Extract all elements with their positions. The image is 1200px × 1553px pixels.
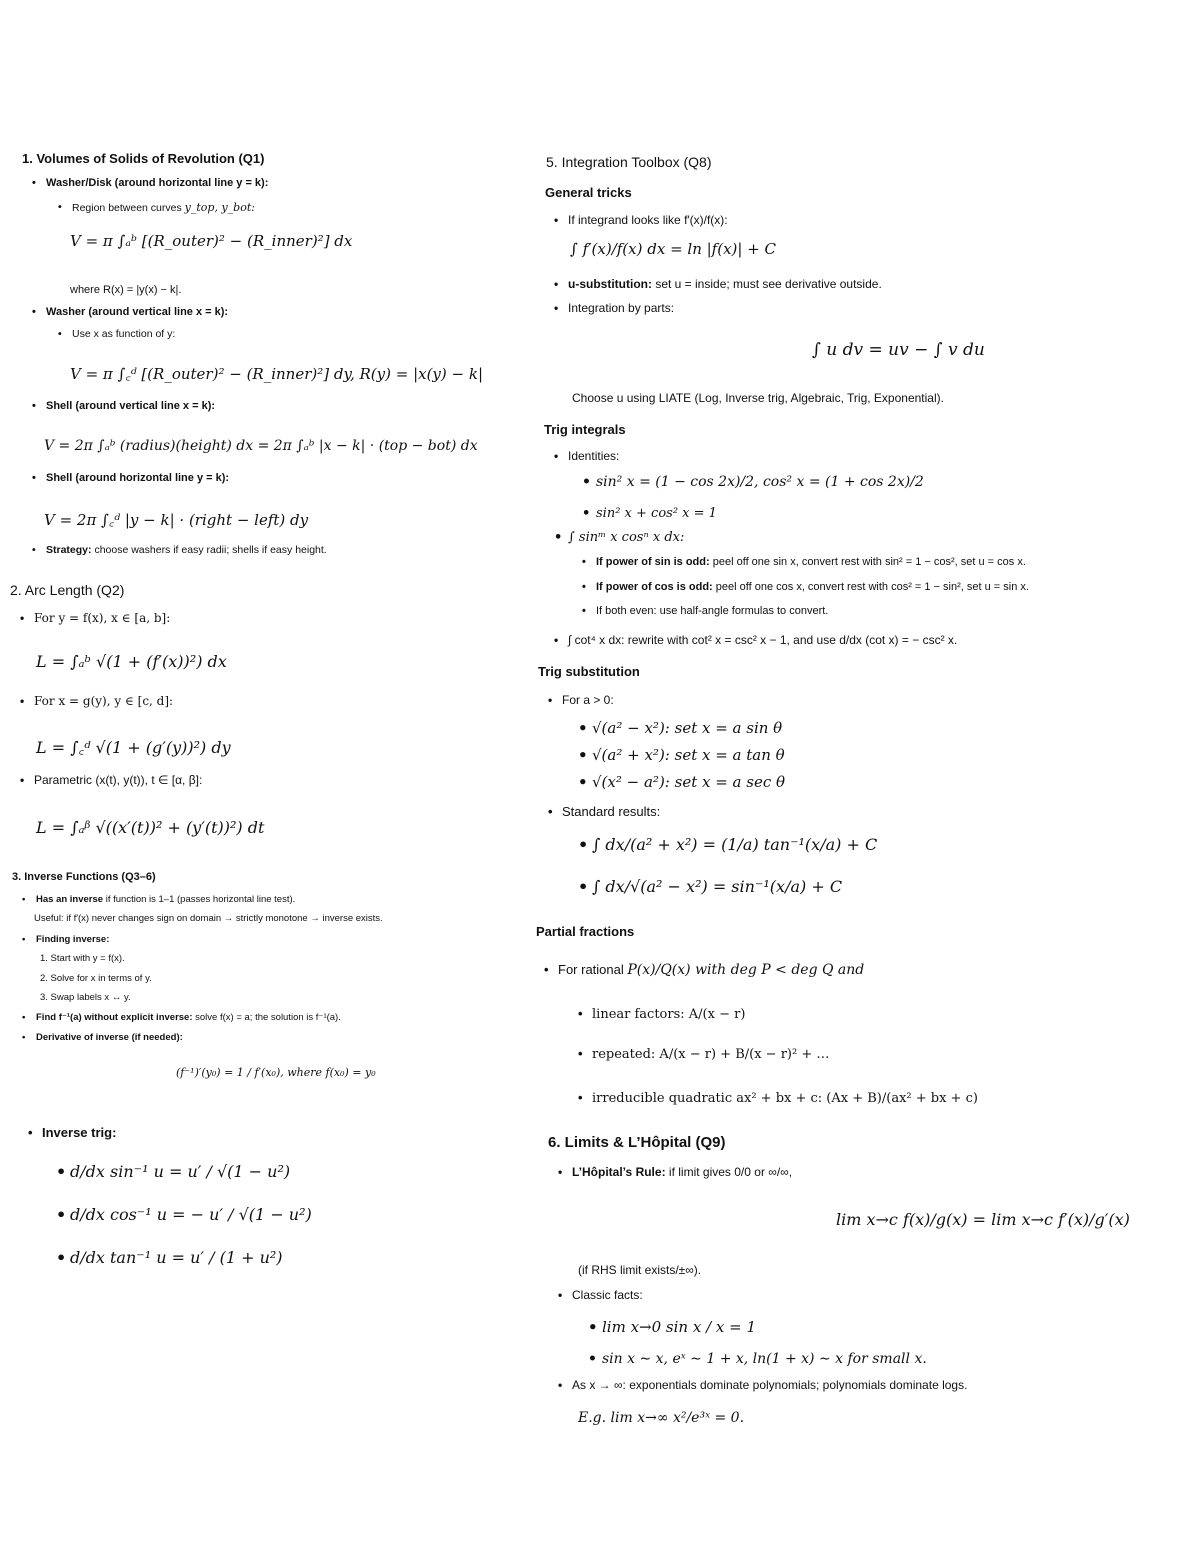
identity-1 (582, 474, 924, 490)
trig-sub-2-text: √(a² + x²): set x = a tan θ (592, 746, 785, 764)
sinm-cosn-text: ∫ sinᵐ x cosⁿ x dx: (568, 530, 685, 545)
arc-length-x-formula (36, 736, 231, 758)
shell-vertical-label: Shell (around vertical line x = k): (46, 400, 216, 412)
find-inverse-text: solve f(x) = a; the solution is f⁻¹(a). (195, 1012, 341, 1023)
odd-cos-item (582, 581, 1029, 593)
washer-horizontal-label: Washer/Disk (around horizontal line y = k): (46, 177, 269, 189)
for-rational-label: For rational (558, 962, 624, 977)
arc-length-y-formula (36, 652, 227, 671)
deriv-arcsin-text: d/dx sin⁻¹ u = u′ / √(1 − u²) (70, 1162, 291, 1181)
deriv-arccos-text: d/dx cos⁻¹ u = − u′ / √(1 − u²) (70, 1205, 312, 1224)
shell-horizontal-label: Shell (around horizontal line y = k): (46, 472, 230, 484)
odd-sin-item (582, 556, 1026, 568)
odd-cos-text: peel off one cos x, convert rest with cos² = 1 − sin², set u = sin x. (715, 581, 1029, 593)
shell-horizontal-item (32, 472, 229, 484)
linear-factors-item (578, 1006, 745, 1022)
example-limit-text: E.g. lim x→∞ x²/e³ˣ = 0. (578, 1410, 745, 1426)
deriv-arctan (56, 1248, 283, 1267)
classic-facts-label: Classic facts: (572, 1288, 643, 1302)
shell-vertical-item (32, 400, 215, 412)
ibp-item (554, 301, 674, 315)
example-limit (578, 1410, 744, 1426)
arc-for-x-item (20, 694, 173, 708)
usub-text: set u = inside; must see derivative outside. (655, 277, 882, 291)
arc-length-x-text: L = ∫꜀ᵈ √(1 + (g′(y))²) dy (36, 738, 231, 757)
cot-text: ∫ cot⁴ x dx: rewrite with cot² x = csc² x − 1, and use d/dx (cot x) = − csc² x. (568, 633, 958, 647)
finding-inverse-label: Finding inverse: (36, 934, 110, 945)
odd-cos-label: If power of cos is odd: (596, 581, 713, 593)
partial-fractions-heading: Partial fractions (536, 924, 635, 939)
derivative-inverse-formula (176, 1066, 376, 1079)
ibp-label: Integration by parts: (568, 301, 675, 315)
trig-sub-2 (578, 746, 785, 764)
asymptotics-text: As x → ∞: exponentials dominate polynomials; polynomials dominate logs. (572, 1378, 968, 1392)
trig-sub-1-text: √(a² − x²): set x = a sin θ (592, 719, 783, 737)
identities-item (554, 449, 619, 463)
classic-fact-2 (588, 1351, 927, 1367)
volume-shell-y-text: V = 2π ∫꜀ᵈ |y − k| · (right − left) dy (44, 511, 309, 529)
both-even-item (582, 605, 828, 617)
standard-result-2 (578, 877, 842, 896)
linear-factors-text: linear factors: A/(x − r) (592, 1007, 746, 1022)
usub-label: u-substitution: (568, 277, 652, 291)
rational-condition: P(x)/Q(x) with deg P < deg Q and (627, 962, 865, 978)
find-inverse-label: Find f⁻¹(a) without explicit inverse: (36, 1012, 193, 1023)
section-1-title: 1. Volumes of Solids of Revolution (Q1) (22, 151, 265, 166)
sinm-cosn-item (554, 530, 684, 545)
trig-integrals-heading: Trig integrals (544, 422, 626, 437)
derivative-inverse-label: Derivative of inverse (if needed): (36, 1032, 183, 1043)
trig-sub-3-text: √(x² − a²): set x = a sec θ (592, 773, 786, 791)
odd-sin-text: peel off one sin x, convert rest with sin² = 1 − cos², set u = cos x. (712, 556, 1026, 568)
identities-label: Identities: (568, 449, 620, 463)
irreducible-text: irreducible quadratic ax² + bx + c: (Ax + B)/(ax² + bx + c) (592, 1091, 978, 1106)
volume-washer-y-formula (70, 364, 483, 384)
if-integrand-item (554, 213, 728, 227)
derivative-inverse-text: (f⁻¹)′(y₀) = 1 / f′(x₀), where f(x₀) = y₀ (176, 1066, 376, 1079)
repeated-factors-item (578, 1046, 829, 1062)
strategy-label: Strategy: (46, 544, 92, 556)
volume-washer-x-text: V = π ∫ₐᵇ [(R_outer)² − (R_inner)²] dx (70, 232, 353, 250)
inverse-trig-item (28, 1125, 116, 1140)
general-tricks-heading: General tricks (545, 185, 632, 200)
trig-sub-3 (578, 773, 785, 791)
repeated-factors-text: repeated: A/(x − r) + B/(x − r)² + … (592, 1047, 830, 1062)
volume-shell-y-formula (44, 510, 308, 530)
classic-facts-item (558, 1288, 643, 1302)
region-text: Region between curves (72, 202, 182, 214)
standard-results-label: Standard results: (562, 804, 661, 819)
derivative-inverse-item (22, 1032, 183, 1043)
for-rational-item (544, 962, 864, 978)
has-inverse-text: if function is 1–1 (passes horizontal line test). (105, 894, 296, 905)
deriv-arcsin (56, 1162, 290, 1181)
cot-item (554, 633, 957, 647)
use-x-item (58, 328, 175, 340)
where-text: where R(x) = |y(x) − k|. (70, 284, 182, 296)
step-2: 2. Solve for x in terms of y. (40, 973, 152, 984)
washer-vertical-label: Washer (around vertical line x = k): (46, 306, 229, 318)
identity-2-text: sin² x + cos² x = 1 (596, 506, 717, 521)
standard-result-2-text: ∫ dx/√(a² − x²) = sin⁻¹(x/a) + C (592, 877, 843, 896)
liate-text: Choose u using LIATE (Log, Inverse trig, Algebraic, Trig, Exponential). (572, 391, 944, 405)
arc-for-y-item (20, 611, 170, 625)
strategy-text: choose washers if easy radii; shells if easy height. (94, 544, 327, 556)
irreducible-item (578, 1090, 978, 1106)
volume-washer-y-text: V = π ∫꜀ᵈ [(R_outer)² − (R_inner)²] dy, R(y) = |x(y) − k| (70, 365, 484, 383)
classic-fact-2-text: sin x ∼ x, eˣ ∼ 1 + x, ln(1 + x) ∼ x for small x. (602, 1351, 927, 1367)
arc-length-param-formula (36, 818, 264, 837)
arc-length-y-text: L = ∫ₐᵇ √(1 + (f′(x))²) dx (36, 652, 227, 671)
both-even-text: If both even: use half-angle formulas to convert. (596, 605, 829, 617)
ibp-text: ∫ u dv = uv − ∫ v du (812, 340, 985, 360)
strategy-item (32, 544, 327, 556)
odd-sin-label: If power of sin is odd: (596, 556, 710, 568)
section-2-title: 2. Arc Length (Q2) (10, 582, 125, 598)
section-5-title: 5. Integration Toolbox (Q8) (546, 154, 712, 170)
inverse-trig-label: Inverse trig: (42, 1125, 117, 1140)
finding-inverse-item (22, 934, 109, 945)
washer-horizontal-item (32, 177, 268, 189)
step-3: 3. Swap labels x ↔ y. (40, 992, 131, 1003)
lhopital-text: if limit gives 0/0 or ∞/∞, (668, 1165, 793, 1179)
useful-text: Useful: if f′(x) never changes sign on domain → strictly monotone → inverse exists. (34, 913, 383, 924)
has-inverse-label: Has an inverse (36, 894, 104, 905)
lhopital-formula-text: lim x→c f(x)/g(x) = lim x→c f′(x)/g′(x) (836, 1210, 1130, 1229)
volume-washer-x-formula (70, 232, 352, 250)
standard-result-1 (578, 835, 877, 854)
volume-shell-x-formula (44, 438, 478, 454)
identity-1-text: sin² x = (1 − cos 2x)/2, cos² x = (1 + cos 2x)/2 (596, 474, 924, 490)
use-x-text: Use x as function of y: (72, 328, 176, 340)
region-vars: y_top, y_bot: (184, 201, 255, 214)
trig-sub-heading: Trig substitution (538, 664, 640, 679)
region-item (58, 201, 255, 214)
has-inverse-item (22, 894, 295, 905)
lhopital-item (558, 1165, 792, 1179)
if-integrand-text: If integrand looks like f′(x)/f(x): (568, 213, 728, 227)
for-a-text: For a > 0: (562, 693, 614, 707)
standard-results-item (548, 804, 660, 819)
classic-fact-1-text: lim x→0 sin x / x = 1 (602, 1318, 757, 1336)
usub-item (554, 277, 882, 291)
volume-shell-x-text: V = 2π ∫ₐᵇ (radius)(height) dx = 2π ∫ₐᵇ |x − k| · (top − bot) dx (44, 438, 478, 454)
asymptotics-item (558, 1378, 967, 1392)
lhopital-formula (836, 1210, 1130, 1229)
rhs-note: (if RHS limit exists/±∞). (578, 1263, 702, 1277)
deriv-arccos (56, 1205, 312, 1224)
arc-for-x-text: For x = g(y), y ∈ [c, d]: (34, 694, 174, 708)
deriv-arctan-text: d/dx tan⁻¹ u = u′ / (1 + u²) (70, 1248, 283, 1267)
parametric-item (20, 773, 202, 787)
trig-sub-1 (578, 719, 782, 737)
lhopital-label: L’Hôpital’s Rule: (572, 1165, 666, 1179)
arc-for-y-text: For y = f(x), x ∈ [a, b]: (34, 611, 171, 625)
for-a-item (548, 693, 614, 707)
washer-vertical-item (32, 306, 228, 318)
identity-2 (582, 506, 717, 521)
standard-result-1-text: ∫ dx/(a² + x²) = (1/a) tan⁻¹(x/a) + C (592, 835, 878, 854)
parametric-text: Parametric (x(t), y(t)), t ∈ [α, β]: (34, 773, 203, 787)
find-inverse-item (22, 1012, 341, 1023)
section-6-title: 6. Limits & L’Hôpital (Q9) (548, 1134, 726, 1151)
log-rule-formula (570, 240, 776, 258)
section-3-title: 3. Inverse Functions (Q3–6) (12, 871, 156, 883)
ibp-formula (812, 340, 985, 360)
log-rule-text: ∫ f′(x)/f(x) dx = ln |f(x)| + C (570, 240, 777, 258)
step-1: 1. Start with y = f(x). (40, 953, 125, 964)
arc-length-param-text: L = ∫ₐᵝ √((x′(t))² + (y′(t))²) dt (36, 818, 265, 837)
classic-fact-1 (588, 1318, 756, 1336)
